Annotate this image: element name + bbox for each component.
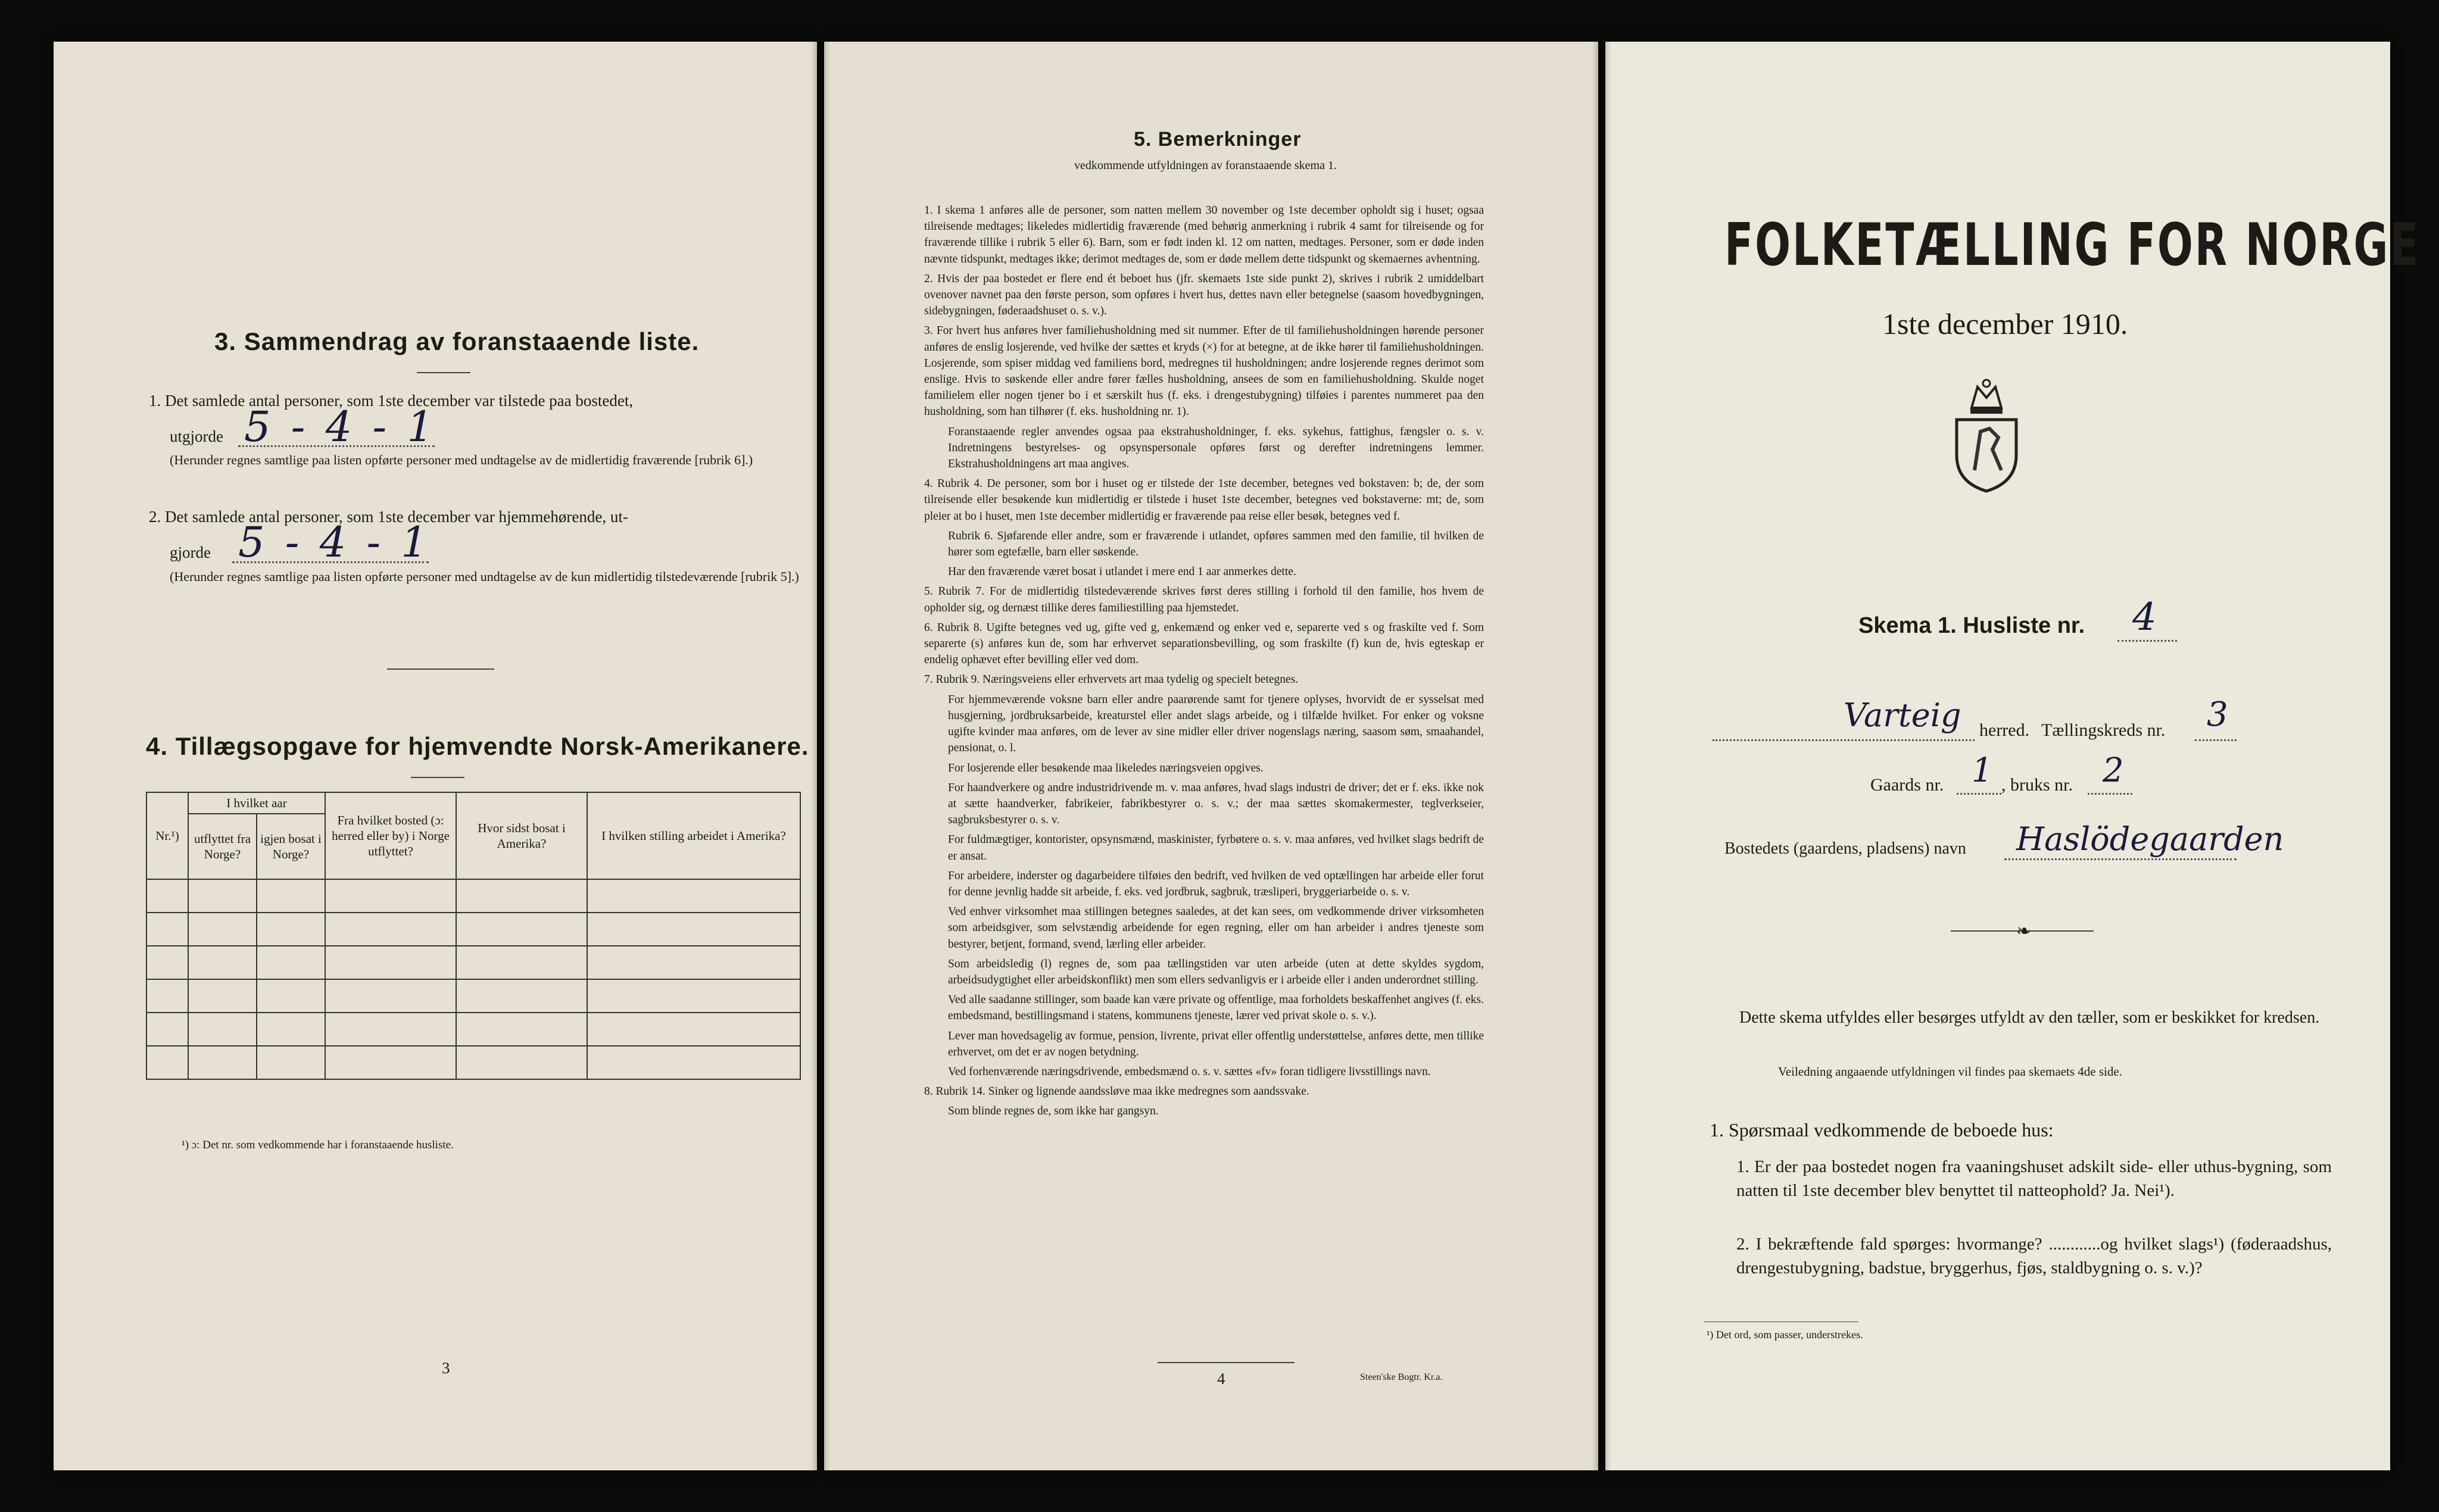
page-4 (824, 42, 1598, 1470)
gaards-value: 1 (1972, 751, 1993, 790)
col-utflyttet: utflyttet fra Norge? (188, 814, 257, 879)
table-row (146, 946, 800, 979)
footnote: ¹) ɔ: Det nr. som vedkommende har i foranstaaende husliste. (182, 1139, 454, 1151)
husliste-nr: 4 (2132, 595, 2157, 639)
section-4-title: 4. Tillægsopgave for hjemvendte Norsk-Amerikanere. (146, 732, 809, 760)
col-igjen: igjen bosat i Norge? (257, 814, 325, 879)
dotted-line (238, 445, 435, 447)
census-date: 1ste december 1910. (1882, 307, 2128, 340)
item-2-handwritten: 5 - 4 - 1 (238, 518, 431, 567)
remark-4: 4. Rubrik 4. De personer, som bor i huset og er tilstede der 1ste december, betegnes ved bokstaven: b; de, der som tilreisende eller besøkende kun midlertidig er tilstede i huset 1ste december, betegnes ved bokstaverne: mt; de, som pleier at bo i huset, men 1ste december midlertidig er fraværende paa reise eller besøk, betegnes ved f. (924, 477, 1484, 523)
norsk-amerikanere-table (146, 792, 801, 1080)
remark-7e: For fuldmægtiger, kontorister, opsynsmænd, maskinister, fyrbøtere o. s. v. maa anføres, ved hvilket slags bedrift de er ansat. (948, 833, 1484, 863)
remark-1: 1. I skema 1 anføres alle de personer, som natten mellem 30 november og 1ste december opholdt sig i huset; ogsaa tilreisende medtages; likeledes midlertidig fraværende (med behørig anmerkning i rubrik 4 samt for tilreisende og for fraværende tillike i rubrik 5 eller 6). Barn, som er født inden kl. 12 om natten, medtages. Personer, som er døde inden nævnte tidspunkt, medtages ikke; derimot medtages de, som er døde mellem dette tidspunkt og skemaernes avhentning. (924, 204, 1484, 265)
remark-4b: Rubrik 6. Sjøfarende eller andre, som er fraværende i utlandet, opføres sammen med den familie, til hvilken de hører som egtefælle, barn eller søskende. (948, 529, 1484, 559)
kreds-value: 3 (2207, 695, 2228, 734)
herred-label: herred. (1979, 720, 2030, 740)
herred-value: Varteig (1844, 696, 1961, 734)
remark-2: 2. Hvis der paa bostedet er flere end ét beboet hus (jfr. skemaets 1ste side punkt 2), skrives i rubrik 2 umiddelbart ovenover navnet paa den første person, som opføres i hvert hus, dettes navn eller betegnelse (saasom hovedbygningen, sidebygningen, føderaadshuset o. s. v.). (924, 272, 1484, 318)
dotted-line (1957, 793, 2001, 795)
gaards-label: Gaards nr. (1870, 775, 1944, 795)
questions-heading: 1. Spørsmaal vedkommende de beboede hus: (1710, 1119, 2054, 1141)
item-2-gjorde: gjorde (170, 543, 211, 561)
item-2-line: 2. Det samlede antal personer, som 1ste december var hjemmehørende, ut- (149, 508, 628, 526)
remark-7j: Lever man hovedsagelig av formue, pension, livrente, privat eller offentlig understøttelse, anføres dette, men tillike erhvervet, om det er av nogen betydning. (948, 1029, 1484, 1058)
remark-7f: For arbeidere, inderster og dagarbeidere tilføies den bedrift, ved hvilken de ved optællingen har arbeide eller forut for denne jevnlig hadde sit arbeide, f. eks. ved jordbruk, sagbruk, træsliperi, bryggeriarbeide o. s. v. (948, 869, 1484, 898)
page-number: 3 (442, 1359, 450, 1377)
bosted-value: Haslödegaarden (2016, 820, 2284, 858)
document-title: FOLKETÆLLING FOR NORGE (1724, 211, 2421, 279)
table-row (146, 1046, 800, 1079)
remark-7k: Ved forhenværende næringsdrivende, embedsmænd o. s. v. sættes «fv» foran tidligere livsstillings navn. (948, 1065, 1431, 1078)
question-1: 1. Er der paa bostedet nogen fra vaaningshuset adskilt side- eller uthus-bygning, som natten til 1ste december blev benyttet til natteophold? Ja. Nei¹). (1736, 1157, 2332, 1200)
remarks-list (924, 202, 1484, 1123)
dotted-line (2117, 640, 2177, 642)
remark-8b: Som blinde regnes de, som ikke har gangsyn. (948, 1105, 1159, 1118)
col-nr: Nr.¹) (146, 792, 188, 879)
remark-5: 5. Rubrik 7. For de midlertidig tilstedeværende skrives først deres stilling i forhold til den familie, hos hvem de opholder sig, og dernæst tillike deres familiestilling paa hjemstedet. (924, 585, 1484, 614)
col-fra-bosted: Fra hvilket bosted (ɔ: herred eller by) i Norge utflyttet? (325, 792, 456, 879)
dotted-line (1713, 739, 1975, 741)
bosted-label: Bostedets (gaardens, pladsens) navn (1724, 839, 1966, 858)
table-row (146, 913, 800, 946)
question-2: 2. I bekræftende fald spørges: hvormange? ............og hvilket slags¹) (føderaadshus, drengestubygning, badstue, bryggerhus, fjøs, staldbygning o. s. v.)? (1736, 1235, 2332, 1277)
remark-7c: For losjerende eller besøkende maa likeledes næringsveien opgives. (948, 761, 1264, 774)
table-row (146, 979, 800, 1013)
remark-3: 3. For hvert hus anføres hver familiehusholdning med sit nummer. Efter de til familiehusholdningen hørende personer anføres de enslig losjerende, ved hvilke der sættes et kryds (×) for at betegne, at de ikke hører til familiehusholdningen. Losjerende, som spiser middag ved familiens bord, medregnes til husholdningen; andre losjerende regnes derimot som enslige. Hvis to søskende eller andre fører fælles husholdning, ansees de som en familiehusholdning. Skulde noget familielem eller nogen tjener bo i et særskilt hus (f. eks. i drengestubygning) tilføies i parentes nummeret paa den husholdning, som han tilhører (f. eks. husholdning nr. 1). (924, 324, 1484, 418)
table-row (146, 1013, 800, 1046)
col-stilling: I hvilken stilling arbeidet i Amerika? (587, 792, 800, 879)
divider (387, 668, 494, 670)
remark-4c: Har den fraværende været bosat i utlandet i mere end 1 aar anmerkes dette. (948, 566, 1296, 579)
veiledning-text: Veiledning angaaende utfyldningen vil findes paa skemaets 4de side. (1778, 1064, 2122, 1079)
item-1-utgjorde: utgjorde (170, 427, 223, 445)
dotted-line (2004, 858, 2237, 860)
dotted-line (232, 561, 429, 563)
remark-7i: Ved alle saadanne stillinger, som baade kan være private og offentlige, maa forholdets beskaffenhet angives (f. eks. embedsmand, bestillingsmand i statens, kommunens tjeneste, lærer ved privat skole o. s. v.). (948, 994, 1484, 1023)
table-row (146, 879, 800, 913)
page-3 (54, 42, 817, 1470)
divider (417, 372, 470, 373)
remark-7g: Ved enhver virksomhet maa stillingen betegnes saaledes, at det kan sees, om vedkommende driver virksomheten som arbeidsgiver, som selvstændig arbeidende for egen regning, eller om han arbeider i andres tjeneste som bestyrer, betjent, formand, svend, lærling eller arbeider. (948, 905, 1484, 951)
bruks-value: 2 (2103, 751, 2124, 790)
dotted-line (2195, 739, 2237, 741)
ornament-icon: ❧ (2016, 921, 2032, 941)
section-5-subtitle: vedkommende utfyldningen av foranstaaende skema 1. (1074, 159, 1337, 172)
kreds-label: Tællingskreds nr. (2041, 720, 2166, 740)
remark-7b: For hjemmeværende voksne barn eller andre paarørende samt for tjenere oplyses, hvorvidt de er sysselsat med husgjerning, jordbruksarbeide, kreaturstel eller andet slags arbeide, og i tilfælde hvilket. For enker og voksne ugifte kvinder maa anføres, om de lever av sine midler eller driver nogenslags næring, saasom søm, smaahandel, pensionat, o. l. (948, 693, 1484, 755)
printer-mark: Steen'ske Bogtr. Kr.a. (1360, 1372, 1443, 1382)
item-1-line: 1. Det samlede antal personer, som 1ste december var tilstede paa bostedet, (149, 392, 634, 410)
remark-7d: For haandverkere og andre industridrivende m. v. maa anføres, hvad slags industri de driver; det er f. eks. ikke nok at sætte haandverker, fabrikeier, fabrikbestyrer o. s. v.; der maa sættes skomakermester, teglverkseier, sagbruksbestyrer o. s. v. (948, 781, 1484, 827)
item-1-handwritten: 5 - 4 - 1 (244, 402, 437, 451)
remark-6: 6. Rubrik 8. Ugifte betegnes ved ug, gifte ved g, enkemænd og enker ved e, separerte ved s og fraskilte ved f. Som separerte (s) anføres kun de, som har erhvervet separationsbevilling, og som fraskilte (f) kun de, hvis egteskap er endelig ophævet efter bevilling eller ved dom. (924, 621, 1484, 667)
remark-3b: Foranstaaende regler anvendes ogsaa paa ekstrahusholdninger, f. eks. sykehus, fattighus, fængsler o. s. v. Indretningens bestyrelses- og opsynspersonale opføres først og derefter indretningens lemmer. Ekstrahusholdningens art maa angives. (948, 425, 1484, 471)
page-number: 4 (1217, 1370, 1225, 1388)
section-3-title: 3. Sammendrag av foranstaaende liste. (214, 327, 700, 355)
coat-of-arms-icon (1948, 375, 2025, 494)
bruks-label: , bruks nr. (2001, 775, 2073, 795)
section-5-title: 5. Bemerkninger (1134, 128, 1302, 151)
item-1-note: (Herunder regnes samtlige paa listen opførte personer med undtagelse av de midlertidig fraværende [rubrik 6].) (170, 452, 753, 467)
remark-7: 7. Rubrik 9. Næringsveiens eller erhvervets art maa tydelig og specielt betegnes. (924, 673, 1299, 686)
intro-text: Dette skema utfyldes eller besørges utfyldt av den tæller, som er beskikket for kredsen. (1739, 1008, 2320, 1027)
col-group-aar: I hvilket aar (188, 792, 325, 814)
divider (411, 777, 464, 778)
divider (1158, 1362, 1295, 1363)
remark-8: 8. Rubrik 14. Sinker og lignende aandssløve maa ikke medregnes som aandssvake. (924, 1085, 1309, 1098)
skema-label: Skema 1. Husliste nr. (1858, 613, 2085, 638)
page-1 (1605, 42, 2421, 1470)
col-sidst-bosat: Hvor sidst bosat i Amerika? (456, 792, 587, 879)
dotted-line (2088, 793, 2132, 795)
item-2-note: (Herunder regnes samtlige paa listen opførte personer med undtagelse av de kun midlertidig tilstedeværende [rubrik 5].) (170, 569, 799, 584)
remark-7h: Som arbeidsledig (l) regnes de, som paa tællingstiden var uten arbeide (uten at dette skyldes sygdom, arbeidsudygtighet eller arbeidskonflikt) men som ellers sedvanligvis er i arbeide eller i anden underordnet stilling. (948, 957, 1484, 986)
footnote: ¹) Det ord, som passer, understrekes. (1707, 1329, 1863, 1341)
